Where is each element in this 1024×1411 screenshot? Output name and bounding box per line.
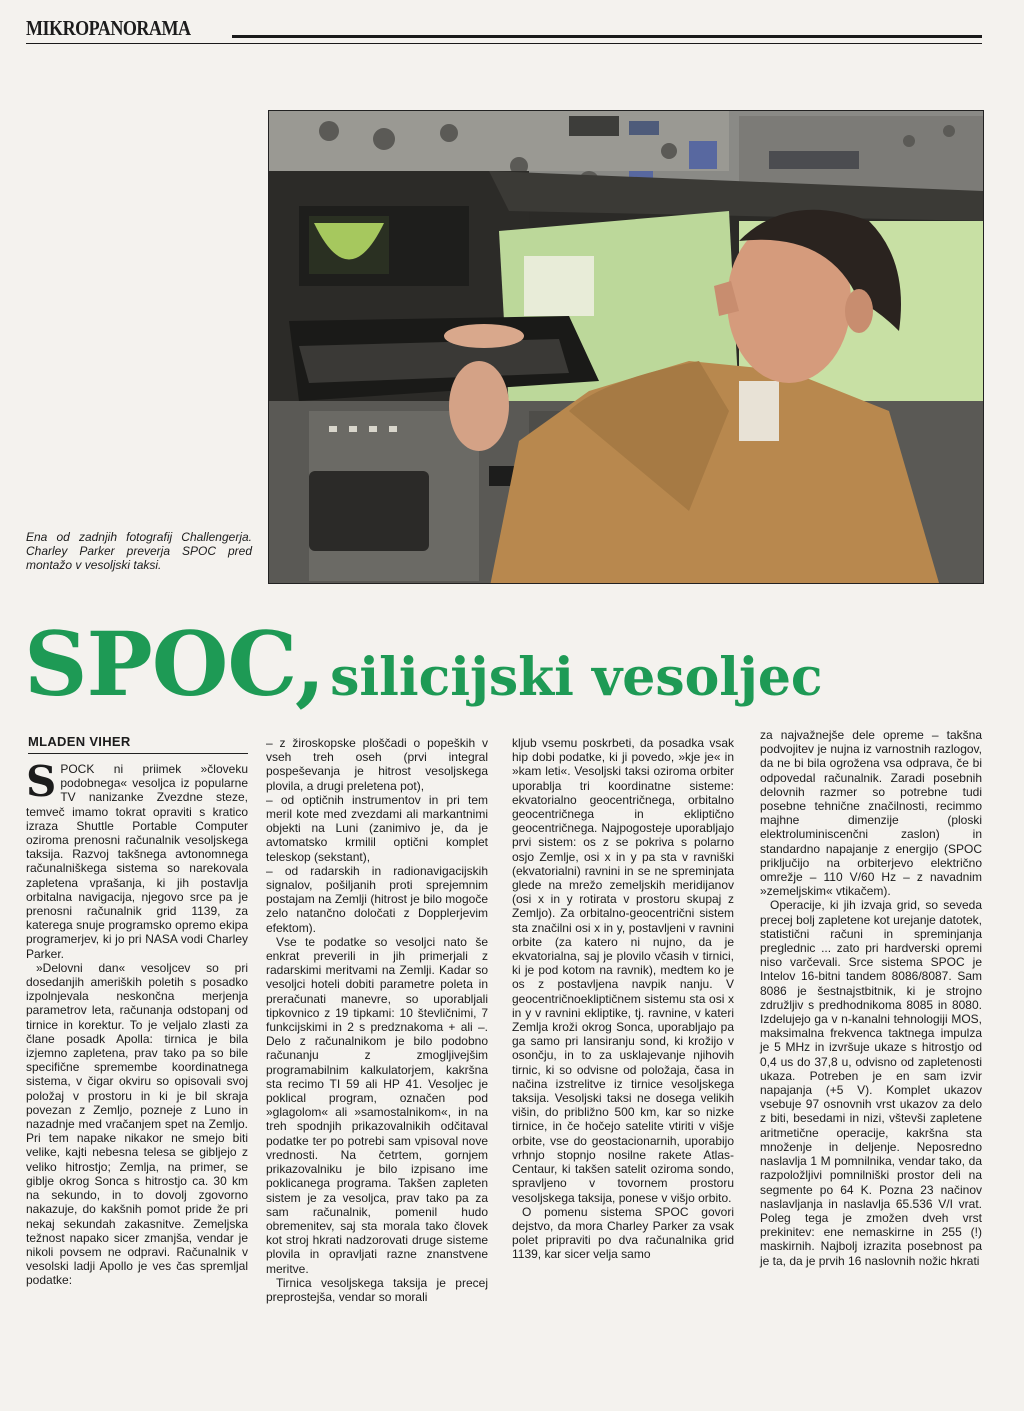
list-item: – od radarskih in radionavigacijskih signalov, pošiljanih proti sprejemnim postajam na Zemlji (hitrost je bilo mogoče zelo natančno določati z Dopplerjevim efektom). bbox=[266, 863, 488, 935]
paragraph: Vse te podatke so vesoljci nato še enkrat preverili in jih primerjali z radarskimi meritvami na Zemlji. Kadar so vesoljci hoteli dobiti parametre poleta in preračunati manevre, so uporabljali tipkovnico z 19 tipkami: 10 števličnimi, 7 funkcijskimi in 2 s predznakoma + ali –. Delo z računalnikom je bilo podobno računanju z zmogljivejšim programabilnim kalkulatorjem, kakršna sta recimo TI 59 ali HP 41. Vesoljec je poklical program, označen pod »glagolom« ali »samostalnikom«, in na treh spodnjih prikazovalnikih odčitaval podatke ter po potrebi sam vpisoval nove vrednosti. Na četrtem, gornjem prikazovalniku je bilo izpisano ime poklicanega programa. Takšen zapleten sistem je za vesoljca, prav tako pa za sam računalnik, pomenil hudo obremenitev, saj sta morala tako človek kot stroj hkrati nadzorovati druge sisteme plovila in opravljati razne znanstvene meritve. bbox=[266, 934, 488, 1276]
paragraph-text: POCK ni priimek »človeku podobnega« vesoljca iz popularne TV nanizanke Zvezdne steze, temveč imamo tokrat opraviti s kratico izraza Shuttle Portable Computer oziroma prenosni računalnik vesoljskega taksija. Razvoj takšnega avtonomnega računalniškega sistema so narekovala zapletena vprašanja, ki jih postavlja orbitalna navigacija, njegovo srce pa je prenosni računalnik grid 1139, za katerega snuje programsko opremo ekipa programerjev, ki jo pri NASA vodi Charley Parker. bbox=[26, 762, 248, 961]
article-column-2 bbox=[266, 736, 488, 1304]
article-column-3 bbox=[512, 736, 734, 1262]
cockpit-photo bbox=[268, 110, 984, 584]
section-rule bbox=[232, 35, 982, 38]
headline-main: SPOC, bbox=[24, 612, 325, 716]
paragraph: »Delovni dan« vesoljcev so pri dosedanjih ameriških poletih s posadko izpolnjevala neskončna merjenja parametrov leta, računanja odstopanj od tirnice in korektur. To je veljalo zlasti za člane posadk Apolla: tirnica je bila izjemno zapletena, prav tako pa so bile specifične spremembe koordinatnega sistema, v čigar okviru so opisovali svoj položaj v prostoru in ki je bil skraja povezan z Zemljo, pozneje z Luno in nazadnje med vračanjem spet na Zemljo. Pri tem napake nikakor ne smejo biti velike, kajti nebesna telesa se gibljejo z veliko hitrostjo; Zemlja, na primer, se giblje okrog Sonca s hitrostjo ca. 30 km na sekundo, in to dovolj zgovorno nakazuje, do kakšnih pomot pride že pri nekaj sekundah zakasnitve. Zemeljska težnost napako sicer zmanjša, vendar je nikoli povsem ne odpravi. Računalnik v vesolski ladji Apollo je ves čas spremljal podatke: bbox=[26, 960, 248, 1288]
article-column-1 bbox=[26, 757, 248, 1288]
byline: MLADEN VIHER bbox=[28, 734, 131, 749]
paragraph: Operacije, ki jih izvaja grid, so seveda precej bolj zapletene kot urejanje datotek, statistični računi in spreminjanja preglednic ... zato pri hardverski opremi niso varčevali. Srce sistema SPOC je Intelov 16-bitni tandem 8086/8087. Sam 8086 je šestnajstbitnik, ki je strojno združljiv s predhodnikoma 8085 in 8080. Izdelujejo ga v n-kanalni tehnologiji MOS, maksimalna frekvenca taktnega impulza je 5 MHz in izvršuje ukaze s hitrostjo od 0,4 us do 37,8 u, odvisno od zapletenosti ukaza. Potreben je en sam izvir napajanja (+5 V). Komplet ukazov vsebuje 97 osnovnih vrst ukazov za delo z biti, besedami in nizi, vštevši zapletene aritmetične operacije, kakršna sta množenje in deljenje. Neposredno naslavlja 1 M pomnilnika, vendar tako, da razpoložljivi pomnilniški prostor deli na segmente po 64 K. Pozna 23 načinov naslavljanja in naslavlja 65.536 V/I vrat. Poleg tega je zmožen dveh vrst prekinitev: ene nemaskirne in 255 (!) maskirnih. Najbolj izrazita posebnost pa je ta, da je prvih 16 naslovnih nožic hkrati bbox=[760, 898, 982, 1268]
drop-cap: S bbox=[26, 757, 57, 806]
photo-caption: Ena od zadnjih fotografij Challengerja. Charley Parker preverja SPOC pred montažo v vesoljski taksi. bbox=[26, 530, 252, 572]
paragraph: O pomenu sistema SPOC govori dejstvo, da mora Charley Parker za vsak polet pripraviti po dva računalnika grid 1139, kar sicer velja samo bbox=[512, 1204, 734, 1262]
paragraph bbox=[26, 757, 248, 961]
section-label: MIKROPANORAMA bbox=[26, 16, 191, 40]
headline-sub: silicijski vesoljec bbox=[330, 647, 823, 708]
byline-rule bbox=[28, 753, 248, 754]
paragraph: Tirnica vesoljskega taksija je precej preprostejša, vendar so morali bbox=[266, 1275, 488, 1304]
list-item: – od optičnih instrumentov in pri tem meril kote med zvezdami ali markantnimi objekti na Luni (zanimivo je, da je avtomatsko krmilil optični komplet teleskop (sekstant), bbox=[266, 792, 488, 864]
paragraph: za najvažnejše dele opreme – takšna podvojitev je nujna iz varnostnih razlogov, da ne bi bila ogrožena vsa odprava, če bi odpovedal računalnik. Zaradi posebnih delovnih razmer so potrebne tudi posebne tehnične značilnosti, recimmo majhne dimenzije (ploski elektroluminiscenčni zaslon) in standardno napajanje z energijo (SPOC priključijo na orbiterjevo električno omrežje – 110 V/60 Hz – z navadnim »zemeljskim« vtikačem). bbox=[760, 728, 982, 899]
article-headline bbox=[24, 612, 1004, 722]
section-rule-thin bbox=[26, 43, 982, 44]
list-item: – z žiroskopske ploščadi o popeških v vseh treh oseh (prvi integral pospeševanja je hitrost vesoljskega plovila, a drugi preletena pot), bbox=[266, 736, 488, 793]
paragraph: kljub vsemu poskrbeti, da posadka vsak hip dobi podatke, ki ji povedo, »kje je« in »kam leti«. Vesoljski taksi oziroma orbiter uporablja tri koordinatne sisteme: ekvatorialno geocentričnega, orbitalno geocentričnega in ekliptično geocentričnega. Najpogosteje uporabljajo prvi sistem: os z se pokriva s polarno osjo Zemlje, osi x in y pa sta v ravniški (ekvatorialni) ravnini in se ne spreminjata glede na mrežo zemeljskih meridijanov (osi x in y rotirata v prostoru skupaj z Zemljo). Za orbitalno-geocentrični sistem sta značilni osi x in y, postavljeni v ravnini orbite (za katero ni nujno, da je ekvatorialna, saj je plovilo včasih v tirnici, ki je pod kotom na ravnik), medtem ko je os z postavljena navpik nanju. V geocentričnoekliptičnem sistemu sta osi x in y v ravnini ekliptike, tj. ravnine, v kateri Zemlja kroži okrog Sonca, uporabljajo pa ga samo pri lansiranju sond, ki krožijo v osončju, in to za usklajevanje njihovih tirnic, ki so odvisne od položaja, časa in načina izstrelitve iz tirnice vesoljskega taksija. Vesoljski taksi ne dosega velikih višin, do približno 500 km, kar so nizke tirnice, in če hočejo satelite vtiriti v višje orbite, vse do geostacionarnih, uporabijo vrhnjo stopnjo nosilne rakete Atlas-Centaur, ki takšen satelit oziroma sondo, spravljeno v tovornem prostoru vesoljskega taksija, ponese v višjo orbito. bbox=[512, 736, 734, 1205]
article-column-4 bbox=[760, 728, 982, 1268]
